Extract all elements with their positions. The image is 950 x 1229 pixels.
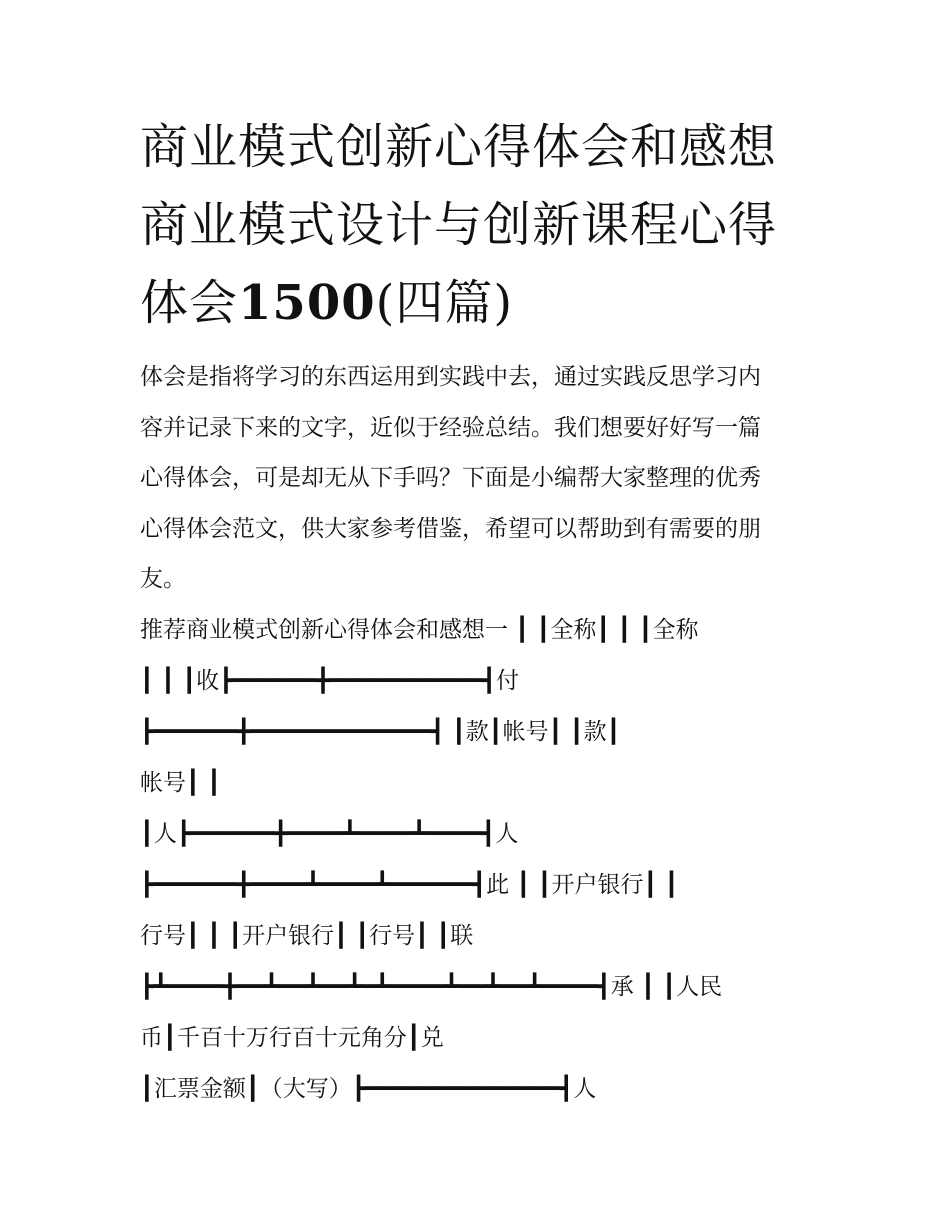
form-line: ┃汇票金额┃（大写）┣━━━━━━━━━━━━━━┫人 [140,1075,597,1102]
form-line: ┃人┣━━━━━━╋━━━━┻━━━━┻━━━━┫人 [140,820,519,847]
form-line: ┣┻━━━━╋━━┻━━┻━━┻━┻━━━━┻━━┻━━┻━━━━┫承 ┃ ┃人民 [140,973,723,1000]
document-page [140,108,820,1115]
form-line: ┃ ┃ ┃收┣━━━━━━╋━━━━━━━━━━━┫付 [140,667,520,694]
title-line-3-prefix: 体会 [140,275,239,331]
form-line: 帐号┃ ┃ [140,769,222,796]
intro-paragraph [140,352,820,605]
bank-draft-form-text [140,605,820,1115]
form-line: 行号┃ ┃ ┃开户银行┃ ┃行号┃ ┃联 [140,922,474,949]
intro-line: 容并记录下来的文字，近似于经验总结。我们想要好好写一篇 [140,414,761,441]
form-line: ┣━━━━━━╋━━━━━━━━━━━━━┫ ┃款┃帐号┃ ┃款┃ [140,718,621,745]
title-line-2: 商业模式设计与创新课程心得 [140,197,778,253]
form-line: 推荐商业模式创新心得体会和感想一 ┃ ┃全称┃ ┃ ┃全称 [140,616,699,643]
intro-line: 心得体会范文，供大家参考借鉴，希望可以帮助到有需要的朋 [140,515,761,542]
intro-line: 友。 [140,566,186,592]
title-line-3-number: 1500 [238,275,376,331]
document-title [140,108,820,342]
intro-line: 心得体会，可是却无从下手吗？下面是小编帮大家整理的优秀 [140,465,761,491]
intro-line: 体会是指将学习的东西运用到实践中去，通过实践反思学习内 [140,364,761,390]
title-line-3 [140,264,820,342]
form-line: ┣━━━━━━╋━━━━┻━━━━┻━━━━━━┫此 ┃ ┃开户银行┃ ┃ [140,871,679,898]
title-line-1: 商业模式创新心得体会和感想 [140,119,778,175]
title-line-3-suffix: (四篇) [375,275,514,331]
form-line: 币┃千百十万行百十元角分┃兑 [140,1024,444,1051]
